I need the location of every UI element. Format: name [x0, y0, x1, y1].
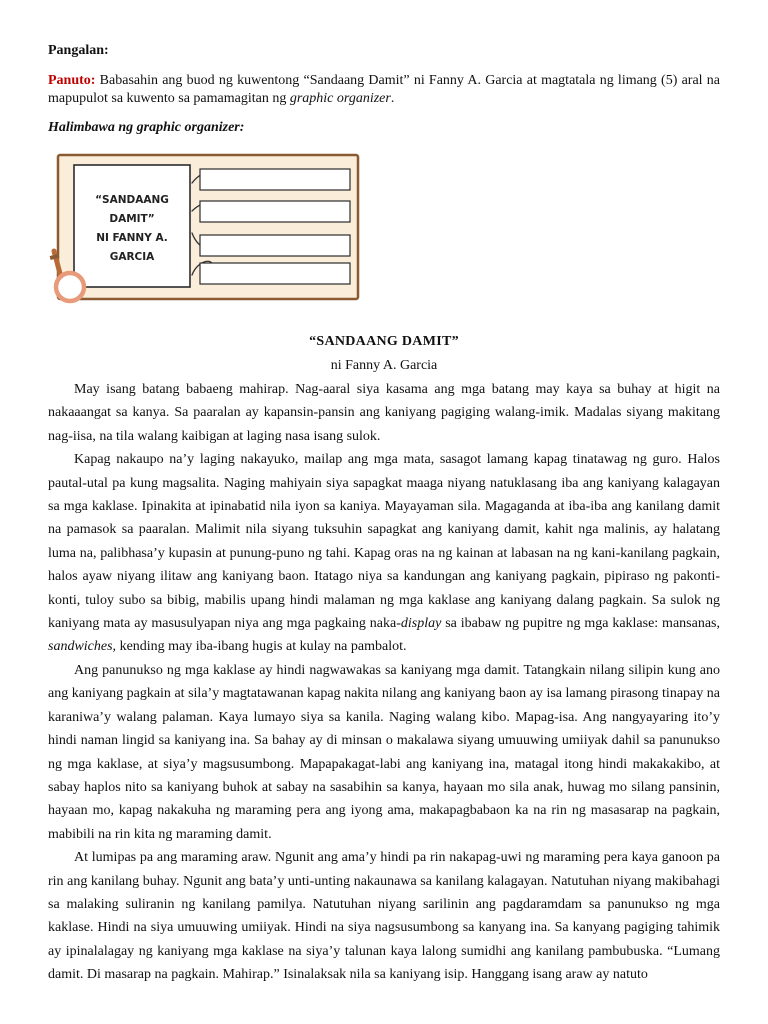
paragraph-2-text-c: kending may iba-ibang hugis at kulay na pambalot.	[116, 639, 407, 655]
organizer-title-line-1: “SANDAANG	[95, 194, 169, 206]
instructions-italic-term: graphic organizer	[289, 91, 391, 106]
story-paragraph-1: May isang batang babaeng mahirap. Nag-aaral siya kasama ang mga batang may kaya sa buhay at higit na nakaaangat sa kanya. Sa paaralan ay kapansin-pansin ang kaniyang pagiging walang-imik. Madalas siyang makitang nag-iisa, na tila walang kaibigan at laging nasa isang sulok.	[48, 382, 720, 444]
organizer-title-line-3: NI FANNY A.	[96, 232, 168, 244]
graphic-organizer-example	[48, 153, 374, 306]
answer-box-4	[200, 263, 350, 284]
instructions-text: Babasahin ang buod ng kuwentong “Sandaang Damit” ni Fanny A. Garcia at magtatala ng limang (5) aral na mapupulot sa kuwento sa pamamagitan ng	[48, 73, 720, 106]
example-label: Halimbawa ng graphic organizer:	[48, 120, 245, 135]
story-author: ni Fanny A. Garcia	[330, 358, 438, 373]
story-paragraph-4: At lumipas pa ang maraming araw. Ngunit ang ama’y hindi pa rin nakapag-uwi ng maraming pera kaya ganoon pa rin ang kanilang buhay. Ngunit ang bata’y unti-unting nakaunawa sa kanilang kalagayan. Natutuhan niyang makibahagi sa malaking suliranin ng kanilang pamilya. Natutuhan niyang sarilinin ang pagdaramdam sa panunukso ng mga kaklase. Hindi na siya umuuwing umiiyak. Hindi na siya nagsusumbong sa kanyang ina. Sa kanyang pagiging tahimik ay ipinalalagay ng kaniyang mga kaklase na siya’y talunan kaya lalong sumidhi ang kanilang pambubuska. “Lumang damit. Di masarap na pagkain. Mahirap.” Isinalaksak nila sa kaniyang isip. Hanggang isang araw ay natuto	[48, 850, 720, 983]
paragraph-2-italic-sandwiches: sandwiches,	[48, 639, 117, 655]
organizer-title-line-2: DAMIT”	[109, 213, 155, 225]
graphic-organizer-illustration	[48, 153, 374, 306]
organizer-title-box	[74, 165, 190, 287]
paragraph-2-italic-display: display	[400, 616, 442, 632]
magnifier-lens	[56, 273, 84, 301]
name-label: Pangalan:	[48, 43, 109, 58]
paragraph-2-text-b: sa ibabaw ng pupitre ng mga kaklase: mansanas,	[441, 616, 720, 632]
instructions	[48, 72, 720, 108]
answer-box-2	[200, 201, 350, 222]
paragraph-2-text-a: Kapag nakaupo na’y laging nakayuko, mailap ang mga mata, sasagot lamang kapag tinatawag ng guro. Halos pautal-utal pa kung magsalita. Naging mahiyain siya sapagkat maaga niyang natuklasang iba ang kaniyang kalagayan sa mga kaklase. Ipinakita at ipinabatid nila iyon sa kaniya. Mayayaman sila. Magaganda at iba-iba ang kanilang damit na pamasok sa paaralan. Malimit nila siyang tuksuhin sapagkat ang kaniyang damit, kahit nga malinis, ay halatang luma na, palibhasa’y kupasin at punung-puno ng tahi. Kapag oras na ng kainan at labasan na ng kani-kanilang pagkain, halos ayaw niyang ilitaw ang kaniyang baon. Itatago niya sa kandungan ang kaniyang pagkain, pipiraso ng pakonti-konti, tuloy subo sa bibig, mabilis upang hindi malaman ng mga kaklase ang kaniyang dalang pagkain. Sa sulok ng kaniyang mata ay masusulyapan niya ang mga pagkaing naka-	[48, 452, 720, 632]
story-title: “SANDAANG DAMIT”	[309, 334, 459, 349]
story-body	[48, 378, 720, 987]
story-paragraph-3: Ang panunukso ng mga kaklase ay hindi nagwawakas sa kaniyang mga damit. Tatangkain nilang silipin kung ano ang kaniyang pagkain at sila’y magtatawanan kapag nakita nilang ang kaniyang baon ay isa lamang pirasong tinapay na karaniwa’y walang palaman. Kaya lumayo siya sa kanila. Naging walang kibo. Mapag-isa. Ang nangyayaring ito’y hindi naman lingid sa kaniyang ina. Sa bahay ay di minsan o makalawa siyang umuuwing umiiyak dahil sa panunukso ng mga kaklase, at siya’y magsusumbong. Mapapakagat-labi ang kaniyang ina, matagal itong hindi makakakibo, at sabay haplos nito sa kaniyang buhok at sabay na sasabihin sa kanya, hayaan mo sila anak, huwag mo silang pansinin, hayaan mo, kapag nakakuha ng maraming pera ang iyong ama, makapagbabaon ka na rin ng masasarap na pagkain, mabibili na rin kita ng maraming damit.	[48, 662, 720, 842]
instructions-end: .	[390, 91, 395, 106]
answer-box-3	[200, 235, 350, 256]
instructions-label: Panuto:	[48, 73, 96, 88]
organizer-title-line-4: GARCIA	[109, 251, 155, 263]
story-paragraph-2	[48, 448, 720, 659]
answer-box-1	[200, 169, 350, 190]
